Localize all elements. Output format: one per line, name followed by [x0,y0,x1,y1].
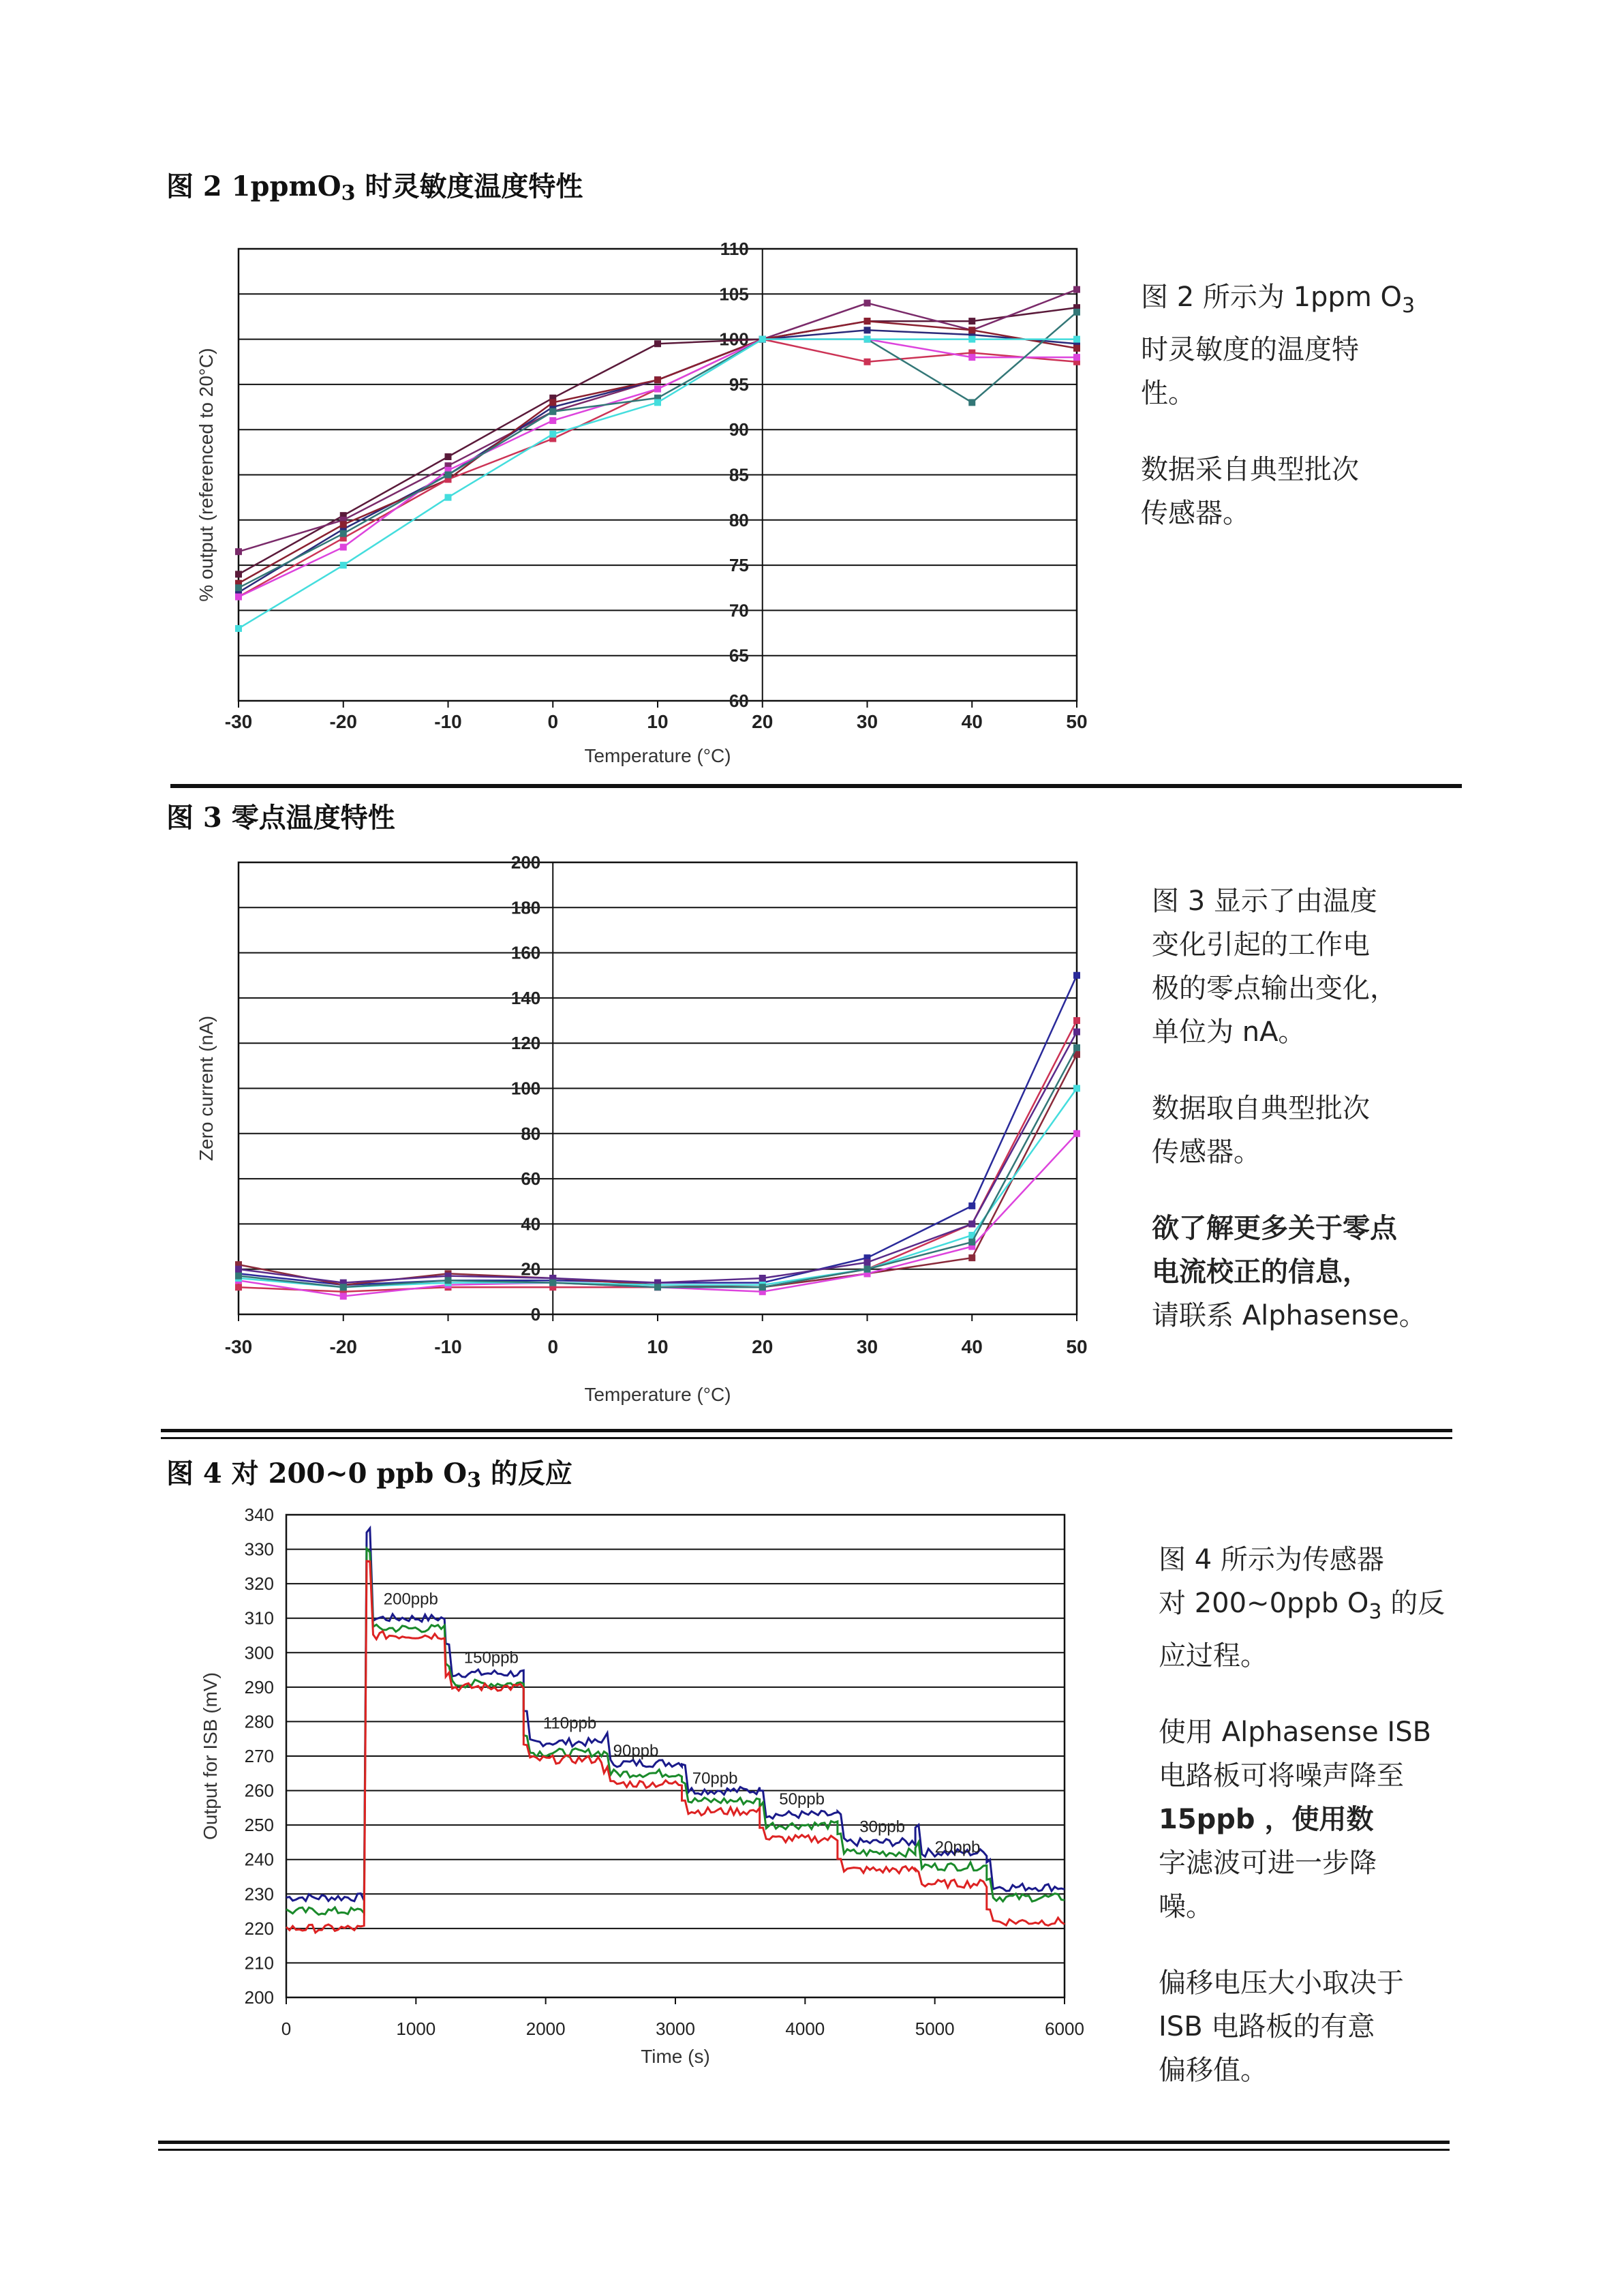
fig3-y-tick-label: 0 [530,1304,541,1325]
fig4-annotation-110ppb: 110ppb [542,1714,597,1733]
fig2-x-tick-label: 20 [752,711,774,732]
fig3-point-s7 [968,1239,975,1245]
fig2-point-s6 [1073,354,1080,361]
fig3-y-tick-label: 160 [510,942,541,963]
figure-4-title: 图 4 对 200~0 ppb $O_3$ 的反应 [166,1457,572,1492]
fig3-x-tick-label: 20 [752,1336,774,1357]
fig4-x-tick-label: 5000 [915,2019,955,2039]
fig3-point-s5 [1073,1085,1080,1092]
fig3-x-tick-label: -30 [224,1336,253,1357]
fig4-annotation-150ppb: 150ppb [463,1648,519,1667]
fig3-point-s1 [1073,972,1080,979]
fig4-y-tick-label: 270 [244,1746,274,1766]
fig2-x-tick-label: -10 [434,711,462,732]
fig4-y-tick-label: 300 [244,1642,274,1663]
fig2-point-s8 [445,494,452,501]
fig3-x-tick-label: 0 [547,1336,559,1357]
fig2-y-tick-label: 60 [729,691,749,711]
section-divider-1 [170,784,1462,788]
fig3-y-axis-label: Zero current (nA) [196,1015,217,1162]
fig4-y-tick-label: 310 [244,1607,274,1629]
fig3-point-s4 [340,1293,347,1299]
fig4-x-tick-label: 1000 [396,2019,436,2039]
fig4-y-tick-label: 290 [244,1676,274,1697]
fig4-annotation-90ppb: 90ppb [613,1742,659,1760]
fig3-point-s7 [864,1266,871,1273]
fig3-y-tick-label: 180 [510,897,541,918]
fig2-y-tick-label: 100 [719,329,749,350]
fig2-point-s8 [968,336,975,343]
fig4-annotation-30ppb: 30ppb [859,1817,906,1837]
fig3-point-s6 [864,1259,871,1266]
fig2-point-s5 [864,359,871,365]
fig3-point-s2 [968,1254,975,1261]
fig2-point-s4 [654,376,661,383]
fig2-y-tick-label: 65 [729,645,749,666]
fig2-point-s7 [549,408,556,415]
figure-4-note: 图 4 所示为传感器 对 200~0ppb $O_3$ 的反 应过程。 使用 Alphasense ISB 电路板可将噪声降至 15ppb ，使用数 字滤波可进一步降 噪。 偏移电压大小取决于 ISB 电路板的有意 偏移值。 [1159,1544,1445,2086]
fig2-point-s3 [864,327,871,333]
fig4-y-tick-label: 230 [244,1884,274,1905]
fig3-point-s7 [654,1284,661,1290]
fig4-annotation-200ppb: 200ppb [383,1590,438,1609]
fig3-y-tick-label: 60 [521,1168,541,1190]
fig2-point-s4 [340,521,347,528]
fig2-y-tick-label: 70 [729,600,749,621]
fig3-point-s6 [1073,1029,1080,1036]
fig3-point-s7 [340,1284,347,1290]
fig3-point-s7 [759,1284,766,1290]
fig3-x-tick-label: 30 [856,1336,878,1357]
fig2-x-tick-label: 0 [547,711,559,732]
fig2-point-s6 [968,354,975,361]
fig4-y-tick-label: 320 [244,1573,274,1595]
fig3-point-s7 [235,1273,242,1280]
fig4-y-tick-label: 240 [244,1849,274,1870]
fig2-point-s1 [445,453,452,460]
fig2-y-tick-label: 90 [729,419,749,440]
fig4-y-tick-label: 220 [244,1918,274,1939]
section-divider-3b [158,2149,1450,2151]
fig2-point-s6 [549,417,556,424]
fig4-y-tick-label: 260 [244,1780,274,1801]
fig2-y-tick-label: 110 [720,239,749,259]
fig2-point-s8 [235,625,242,632]
fig3-point-s7 [1073,1044,1080,1051]
fig2-x-axis-label: Temperature (°C) [584,745,731,766]
fig2-point-s2 [864,300,871,307]
fig4-y-tick-label: 340 [244,1505,274,1525]
fig2-point-s1 [235,571,242,577]
fig2-point-s6 [654,386,661,393]
fig4-y-axis-label: Output for ISB (mV) [200,1672,221,1840]
fig3-x-axis-label: Temperature (°C) [584,1384,731,1405]
fig3-point-s4 [1073,1130,1080,1137]
fig3-y-tick-label: 40 [521,1213,541,1235]
fig2-point-s8 [864,336,871,343]
fig4-y-tick-label: 250 [244,1815,274,1836]
figure-3-title: 图 3 零点温度特性 [166,802,395,834]
section-divider-2a [161,1429,1452,1432]
fig3-y-tick-label: 80 [521,1123,541,1144]
fig2-point-s1 [968,318,975,324]
fig2-point-s8 [1073,336,1080,343]
fig2-point-s7 [445,472,452,479]
fig3-point-s7 [445,1277,452,1284]
fig3-point-s6 [759,1275,766,1282]
fig2-point-s6 [235,594,242,601]
fig4-y-tick-label: 210 [244,1952,274,1974]
fig3-x-tick-label: -20 [329,1336,357,1357]
fig3-y-tick-label: 200 [510,852,541,873]
section-divider-3a [158,2141,1450,2144]
fig2-point-s7 [968,399,975,406]
fig3-point-s6 [968,1220,975,1227]
fig2-point-s4 [549,399,556,406]
fig2-y-tick-label: 85 [729,464,749,485]
fig2-y-axis-label: % output (referenced to 20°C) [196,348,217,602]
fig2-point-s8 [759,336,766,343]
fig2-x-tick-label: 50 [1066,711,1088,732]
fig2-point-s8 [340,562,347,569]
figure-2-note: 图 2 所示为 1ppm $O_3$ 时灵敏度的温度特 性。 数据采自典型批次 传感器。 [1141,282,1416,529]
fig4-x-tick-label: 4000 [785,2019,825,2039]
fig3-y-tick-label: 100 [510,1078,541,1099]
fig2-point-s8 [549,431,556,438]
fig3-x-tick-label: 50 [1066,1336,1088,1357]
fig4-annotation-20ppb: 20ppb [934,1838,981,1857]
fig3-x-tick-label: 10 [647,1336,669,1357]
section-divider-2b [161,1437,1452,1439]
fig2-point-s6 [340,544,347,551]
fig2-point-s7 [340,530,347,537]
fig2-y-tick-label: 75 [729,555,749,576]
fig4-y-tick-label: 330 [244,1539,274,1560]
fig4-x-axis-label: Time (s) [641,2046,710,2067]
fig2-x-tick-label: 40 [961,711,983,732]
fig3-x-tick-label: -10 [434,1336,462,1357]
fig3-point-s1 [968,1203,975,1209]
fig4-y-tick-label: 200 [244,1987,274,2008]
fig3-point-s3 [1073,1017,1080,1024]
fig3-y-tick-label: 120 [510,1033,541,1054]
fig2-x-tick-label: -30 [224,711,253,732]
fig3-point-s7 [549,1280,556,1286]
fig2-y-tick-label: 80 [729,509,749,530]
fig2-point-s7 [235,584,242,591]
fig3-y-tick-label: 140 [510,987,541,1008]
fig4-x-tick-label: 3000 [656,2019,695,2039]
fig2-y-tick-label: 95 [729,374,749,395]
fig4-annotation-70ppb: 70ppb [692,1769,738,1788]
fig2-point-s8 [654,399,661,406]
fig4-x-tick-label: 0 [281,2019,292,2039]
fig3-point-s6 [235,1266,242,1273]
fig2-x-tick-label: 30 [856,711,878,732]
fig2-point-s2 [235,548,242,555]
fig4-x-tick-label: 2000 [525,2019,566,2039]
fig4-y-tick-label: 280 [244,1711,274,1732]
figure-3-note: 图 3 显示了由温度 变化引起的工作电 极的零点输出变化， 单位为 nA。 数据取自典型批次 传感器。 欲了解更多关于零点 电流校正的信息， 请联系 Alphasense。 [1152,886,1426,1331]
fig4-annotation-50ppb: 50ppb [779,1789,825,1809]
fig2-point-s4 [968,327,975,333]
fig2-point-s4 [864,318,871,324]
fig3-x-tick-label: 40 [961,1336,983,1357]
fig2-x-tick-label: 10 [647,711,669,732]
fig2-point-s1 [654,340,661,347]
fig4-x-tick-label: 6000 [1045,2019,1084,2039]
fig3-y-tick-label: 20 [521,1258,541,1280]
fig2-x-tick-label: -20 [329,711,357,732]
fig2-point-s2 [1073,286,1080,293]
fig2-y-tick-label: 105 [719,284,749,305]
fig2-point-s7 [1073,309,1080,316]
fig3-point-s3 [235,1284,242,1290]
fig2-point-s4 [1073,345,1080,352]
figure-2-title: 图 2 1ppmO$_3$ 时灵敏度温度特性 [166,170,583,205]
